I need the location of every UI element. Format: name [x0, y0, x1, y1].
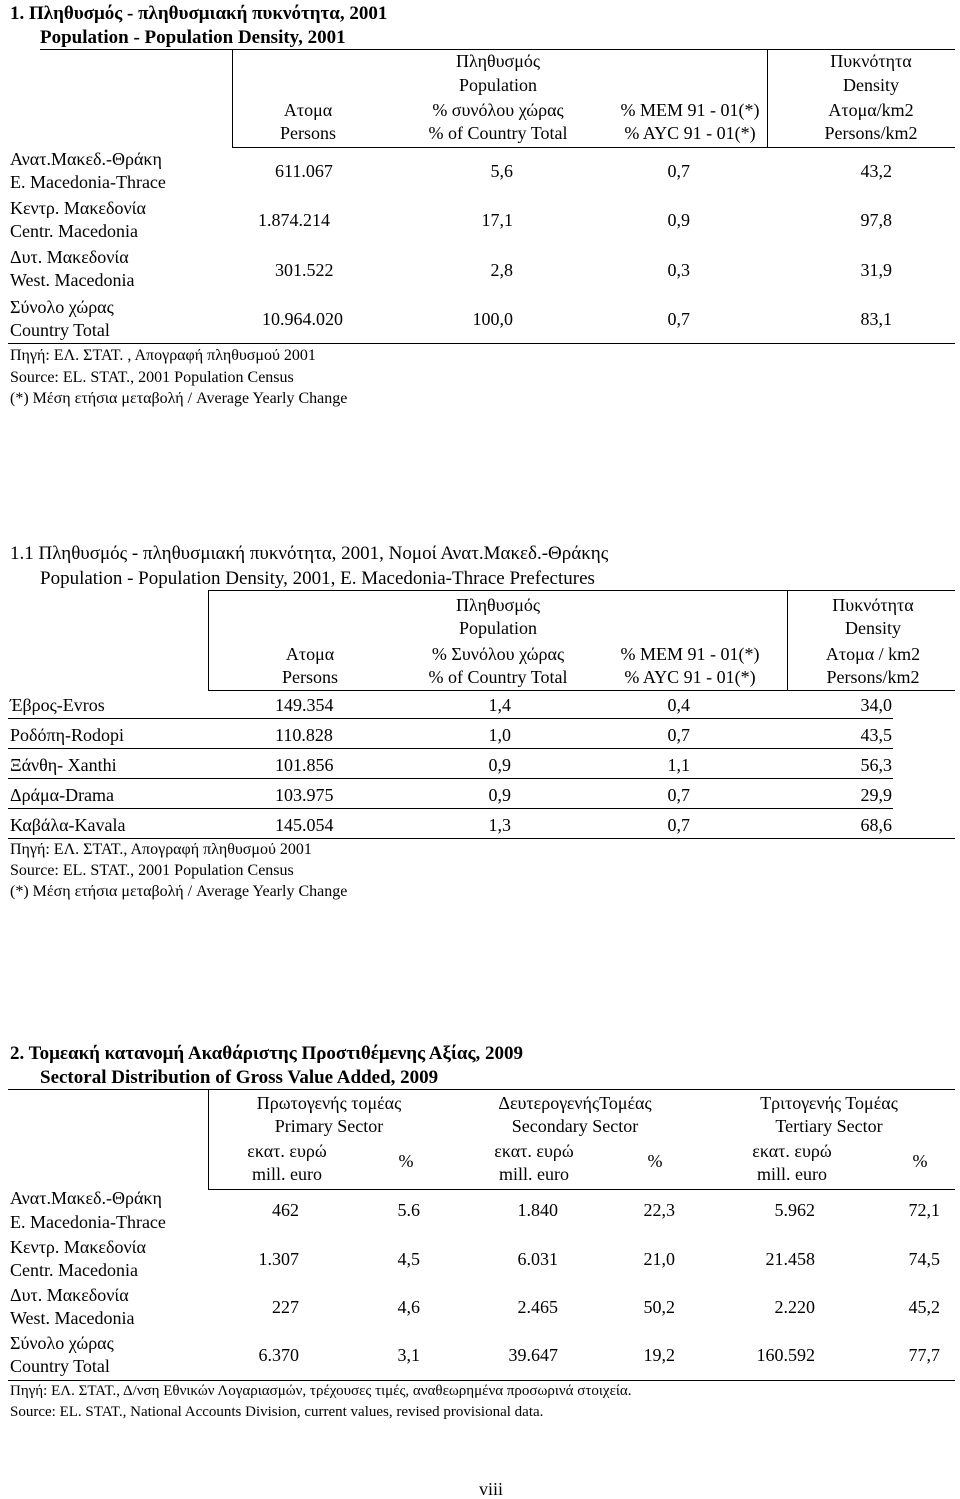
primary-value-cell: 6.370: [258, 1345, 299, 1365]
header-tertiary-english: Tertiary Sector: [775, 1116, 883, 1136]
row-name-greek: Κεντρ. Μακεδονία: [10, 198, 146, 218]
source-english: Source: EL. STAT., 2001 Population Census: [10, 369, 294, 386]
density-cell: 43,2: [860, 161, 892, 181]
persons-cell: 10.964.020: [262, 309, 343, 329]
pct-cell: 2,8: [490, 260, 513, 280]
section-1-1-title-english: Population - Population Density, 2001, E. Macedonia-Thrace Prefectures: [40, 568, 595, 589]
primary-value-cell: 462: [272, 1200, 299, 1220]
tertiary-value-cell: 2.220: [774, 1297, 815, 1317]
tertiary-pct-cell: 45,2: [908, 1297, 940, 1317]
primary-pct-cell: 4,5: [397, 1249, 420, 1269]
ayc-cell: 1,1: [667, 755, 690, 775]
ayc-cell: 0,7: [667, 725, 690, 745]
header-secondary-pct: %: [647, 1151, 663, 1171]
persons-cell: 110.828: [275, 725, 333, 745]
pct-cell: 1,3: [488, 815, 511, 835]
row-name-english: Country Total: [10, 320, 110, 340]
header-pct-greek: % Συνόλου χώρας: [431, 644, 565, 664]
primary-value-cell: 227: [272, 1297, 299, 1317]
tertiary-pct-cell: 72,1: [908, 1200, 940, 1220]
header-secondary-greek: ΔευτερογενήςΤομέας: [498, 1093, 652, 1113]
header-persons-greek: Ατομα: [283, 100, 333, 120]
header-population-english: Population: [458, 618, 538, 638]
header-persons-english: Persons: [281, 667, 339, 687]
table-left-border: [208, 1089, 209, 1189]
prefecture-name: Δράμα-Drama: [10, 785, 115, 805]
table-left-border: [232, 49, 233, 147]
table-bottom-border: [8, 343, 955, 344]
header-primary-greek: Πρωτογενής τομέας: [256, 1093, 402, 1113]
column-divider: [767, 49, 768, 147]
header-secondary-unit-greek: εκατ. ευρώ: [494, 1141, 574, 1161]
pct-cell: 0,9: [488, 785, 511, 805]
pct-cell: 0,9: [488, 755, 511, 775]
header-primary-english: Primary Sector: [274, 1116, 384, 1136]
density-cell: 56,3: [860, 755, 892, 775]
tertiary-value-cell: 5.962: [774, 1200, 815, 1220]
prefecture-name: Έβρος-Evros: [10, 695, 105, 715]
header-tertiary-unit-greek: εκατ. ευρώ: [752, 1141, 832, 1161]
tertiary-pct-cell: 77,7: [908, 1345, 940, 1365]
source-greek: Πηγή: ΕΛ. ΣΤΑΤ., Απογραφή πληθυσμού 2001: [10, 841, 312, 858]
secondary-pct-cell: 22,3: [643, 1200, 675, 1220]
density-cell: 34,0: [860, 695, 892, 715]
secondary-value-cell: 39.647: [508, 1345, 558, 1365]
density-cell: 97,8: [860, 210, 892, 230]
source-greek: Πηγή: ΕΛ. ΣΤΑΤ., Δ/νση Εθνικών Λογαριασμών, τρέχουσες τιμές, αναθεωρημένα προσωρινά στοιχεία.: [10, 1383, 632, 1399]
secondary-value-cell: 1.840: [517, 1200, 558, 1220]
density-cell: 43,5: [860, 725, 892, 745]
section-2-title-greek: 2. Τομεακή κατανομή Ακαθάριστης Προστιθέμενης Αξίας, 2009: [10, 1043, 524, 1064]
section-1-title-english: Population - Population Density, 2001: [40, 27, 346, 48]
pct-cell: 100,0: [472, 309, 513, 329]
row-name-english: West. Macedonia: [10, 1308, 135, 1328]
table-top-border: [8, 1089, 955, 1090]
density-cell: 83,1: [860, 309, 892, 329]
row-name-greek: Σύνολο χώρας: [10, 1333, 114, 1353]
row-name-english: Country Total: [10, 1356, 110, 1376]
secondary-pct-cell: 50,2: [643, 1297, 675, 1317]
secondary-pct-cell: 21,0: [643, 1249, 675, 1269]
footnote: (*) Μέση ετήσια μεταβολή / Average Yearly Change: [10, 883, 348, 900]
primary-pct-cell: 5.6: [397, 1200, 420, 1220]
source-english: Source: EL. STAT., National Accounts Division, current values, revised provisional data.: [10, 1404, 544, 1420]
tertiary-pct-cell: 74,5: [908, 1249, 940, 1269]
header-density-unit-english: Persons/km2: [826, 667, 920, 687]
header-primary-unit-english: mill. euro: [252, 1164, 322, 1184]
header-pct-greek: % συνόλου χώρας: [432, 100, 564, 120]
header-density-unit-greek: Ατομα/km2: [828, 100, 914, 120]
header-bottom-border: [232, 147, 955, 148]
header-density-unit-greek: Ατομα / km2: [825, 644, 921, 664]
row-name-greek: Κεντρ. Μακεδονία: [10, 1237, 146, 1257]
prefecture-name: Καβάλα-Kavala: [10, 815, 126, 835]
header-persons-english: Persons: [279, 123, 337, 143]
row-name-greek: Δυτ. Μακεδονία: [10, 247, 129, 267]
header-bottom-border: [208, 1189, 955, 1190]
row-name-english: Centr. Macedonia: [10, 1260, 138, 1280]
density-cell: 31,9: [860, 260, 892, 280]
primary-pct-cell: 4,6: [397, 1297, 420, 1317]
page-number: viii: [478, 1479, 504, 1499]
header-tertiary-greek: Τριτογενής Τομέας: [760, 1093, 898, 1113]
persons-cell: 301.522: [275, 260, 334, 280]
pct-cell: 1,0: [488, 725, 511, 745]
persons-cell: 145.054: [275, 815, 334, 835]
ayc-cell: 0,7: [667, 309, 690, 329]
header-tertiary-unit-english: mill. euro: [757, 1164, 827, 1184]
ayc-cell: 0,7: [667, 815, 690, 835]
header-pct-english: % of Country Total: [428, 123, 568, 143]
row-name-greek: Ανατ.Μακεδ.-Θράκη: [10, 1188, 162, 1208]
header-density-unit-english: Persons/km2: [824, 123, 918, 143]
ayc-cell: 0,7: [667, 161, 690, 181]
row-name-greek: Δυτ. Μακεδονία: [10, 1285, 129, 1305]
table-top-border: [232, 49, 955, 50]
row-name-english: E. Macedonia-Thrace: [10, 1212, 166, 1232]
row-divider: [8, 748, 893, 749]
section-1-title-greek: 1. Πληθυσμός - πληθυσμιακή πυκνότητα, 2001: [10, 3, 388, 24]
density-cell: 68,6: [860, 815, 892, 835]
header-density-greek: Πυκνότητα: [832, 595, 914, 615]
primary-value-cell: 1.307: [258, 1249, 299, 1269]
pct-cell: 5,6: [490, 161, 513, 181]
pct-cell: 17,1: [481, 210, 513, 230]
table-bottom-border: [8, 838, 955, 839]
row-name-greek: Σύνολο χώρας: [10, 297, 114, 317]
row-name-english: E. Macedonia-Thrace: [10, 172, 166, 192]
source-greek: Πηγή: ΕΛ. ΣΤΑΤ. , Απογραφή πληθυσμού 2001: [10, 347, 316, 364]
header-density-greek: Πυκνότητα: [830, 51, 912, 71]
tertiary-value-cell: 160.592: [756, 1345, 815, 1365]
header-secondary-unit-english: mill. euro: [499, 1164, 569, 1184]
prefecture-name: Ξάνθη- Xanthi: [10, 755, 117, 775]
ayc-cell: 0,7: [667, 785, 690, 805]
header-ayc-english: % AYC 91 - 01(*): [624, 667, 756, 687]
header-population-english: Population: [458, 75, 538, 95]
footnote: (*) Μέση ετήσια μεταβολή / Average Yearly Change: [10, 390, 348, 407]
persons-cell: 1.874.214: [258, 210, 330, 230]
primary-pct-cell: 3,1: [397, 1345, 420, 1365]
header-density-english: Density: [845, 618, 901, 638]
header-ayc-greek: % ΜΕΜ 91 - 01(*): [620, 644, 760, 664]
row-name-english: West. Macedonia: [10, 270, 135, 290]
tertiary-value-cell: 21.458: [765, 1249, 815, 1269]
section-2-title-english: Sectoral Distribution of Gross Value Added, 2009: [40, 1067, 439, 1088]
persons-cell: 101.856: [275, 755, 334, 775]
table-bottom-border: [8, 1380, 955, 1381]
header-pct-english: % of Country Total: [428, 667, 568, 687]
ayc-cell: 0,9: [667, 210, 690, 230]
ayc-cell: 0,3: [667, 260, 690, 280]
header-ayc-english: % AYC 91 - 01(*): [624, 123, 756, 143]
density-cell: 29,9: [860, 785, 892, 805]
header-persons-greek: Ατομα: [285, 644, 335, 664]
header-ayc-greek: % ΜΕΜ 91 - 01(*): [620, 100, 760, 120]
header-density-english: Density: [843, 75, 899, 95]
header-primary-pct: %: [398, 1151, 414, 1171]
ayc-cell: 0,4: [667, 695, 690, 715]
persons-cell: 611.067: [275, 161, 333, 181]
secondary-value-cell: 2.465: [517, 1297, 558, 1317]
column-divider: [787, 590, 788, 690]
prefecture-name: Ροδόπη-Rodopi: [10, 725, 124, 745]
secondary-pct-cell: 19,2: [643, 1345, 675, 1365]
secondary-value-cell: 6.031: [517, 1249, 558, 1269]
persons-cell: 103.975: [275, 785, 334, 805]
header-tertiary-pct: %: [912, 1151, 928, 1171]
section-1-1-title-greek: 1.1 Πληθυσμός - πληθυσμιακή πυκνότητα, 2001, Νομοί Ανατ.Μακεδ.-Θράκης: [10, 543, 609, 564]
header-population-greek: Πληθυσμός: [456, 51, 540, 71]
row-name-english: Centr. Macedonia: [10, 221, 138, 241]
table-left-border: [208, 590, 209, 690]
header-primary-unit-greek: εκατ. ευρώ: [247, 1141, 327, 1161]
row-name-greek: Ανατ.Μακεδ.-Θράκη: [10, 149, 162, 169]
persons-cell: 149.354: [275, 695, 334, 715]
header-secondary-english: Secondary Sector: [511, 1116, 639, 1136]
pct-cell: 1,4: [488, 695, 511, 715]
source-english: Source: EL. STAT., 2001 Population Census: [10, 862, 294, 879]
table-top-border: [208, 590, 955, 591]
header-population-greek: Πληθυσμός: [456, 595, 540, 615]
header-bottom-border: [208, 690, 955, 691]
row-divider: [8, 718, 893, 719]
row-divider: [8, 808, 893, 809]
row-divider: [8, 778, 893, 779]
